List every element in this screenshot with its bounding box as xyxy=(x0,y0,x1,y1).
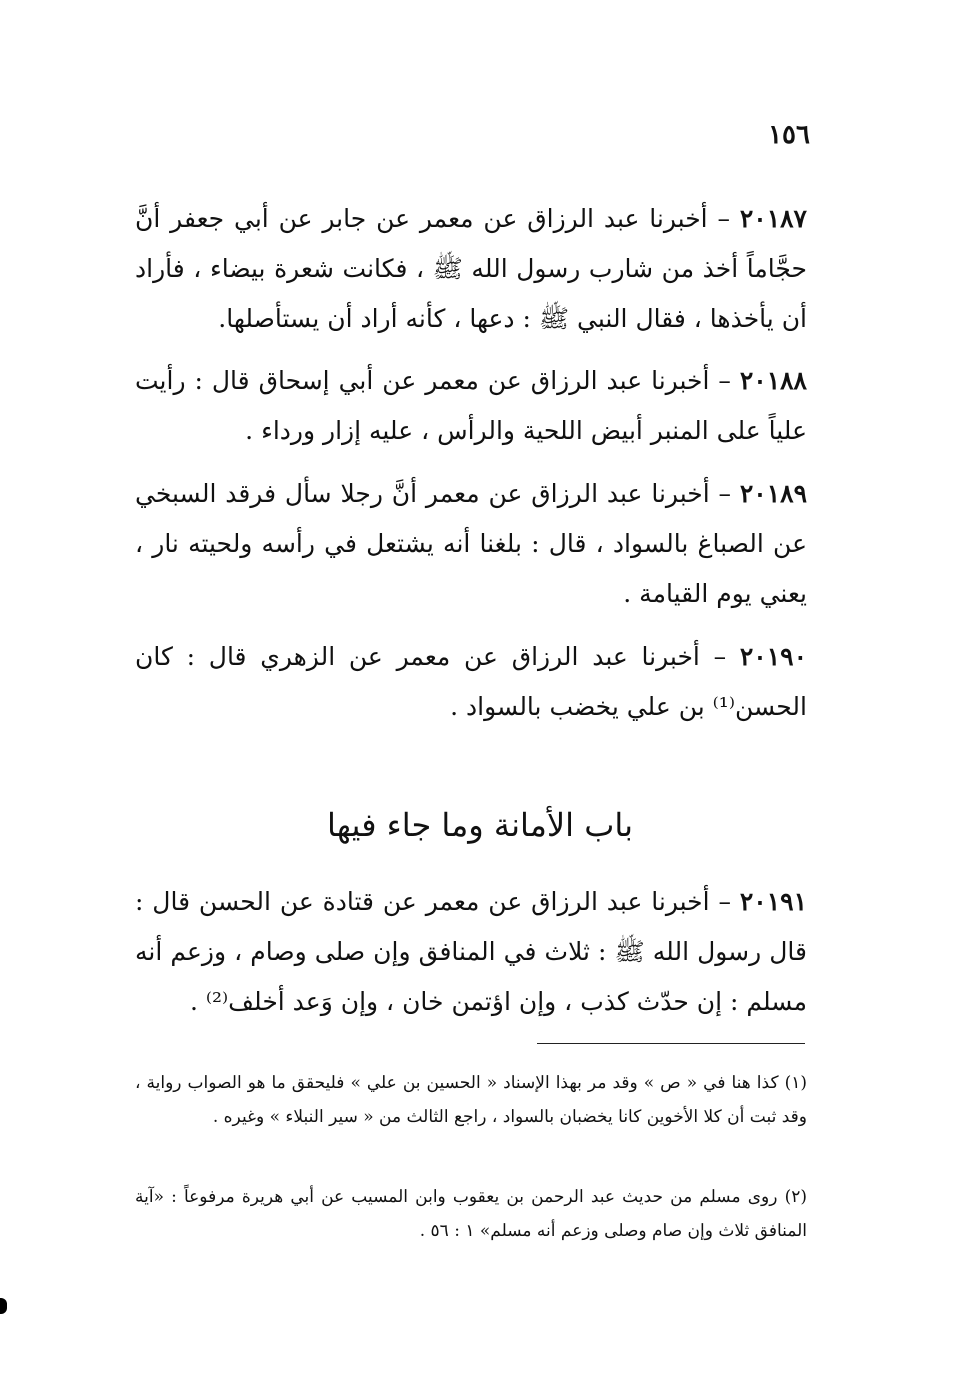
footnote-text: روى مسلم من حديث عبد الرحمن بن يعقوب وابن المسيب عن أبي هريرة مرفوعاً : «آية المنافق ثلاث وإن صام وصلى وزعم أنه مسلم» ١ : ٥٦ . xyxy=(135,1187,807,1241)
page-number: ١٥٦ xyxy=(768,120,810,150)
footnote-marker: (٢) xyxy=(784,1187,807,1207)
hadith-separator: – xyxy=(718,479,731,508)
hadith-number: ٢٠١٨٧ xyxy=(739,204,807,233)
hadith-number: ٢٠١٩٠ xyxy=(739,642,807,671)
hadith-20191 xyxy=(135,877,807,1027)
hadith-20187 xyxy=(135,194,807,344)
hadith-text: أخبرنا عبد الرزاق عن معمر عن قتادة عن الحسن قال : قال رسول الله ﷺ : ثلاث في المنافق وإن صلى وصام ، وزعم أنه مسلم : إن حدّث كذب ، وإن اؤتمن خان ، وإن وَعد أخلف⁽²⁾ . xyxy=(135,887,807,1016)
footnote-2 xyxy=(135,1180,807,1248)
hadith-text: أخبرنا عبد الرزاق عن معمر أنَّ رجلا سأل فرقد السبخي عن الصباغ بالسواد ، قال : بلغنا أنه يشتعل في رأسه ولحيته نار ، يعني يوم القيامة . xyxy=(135,479,807,608)
hadith-separator: – xyxy=(717,204,730,233)
footnote-1 xyxy=(135,1066,807,1134)
hadith-text: أخبرنا عبد الرزاق عن معمر عن جابر عن أبي جعفر أنَّ حجَّاماً أخذ من شارب رسول الله ﷺ ، فكانت شعرة بيضاء ، فأراد أن يأخذها ، فقال النبي ﷺ : دعها ، كأنه أراد أن يستأصلها. xyxy=(135,204,807,333)
hadith-separator: – xyxy=(718,366,731,395)
hadith-number: ٢٠١٨٩ xyxy=(739,479,807,508)
hadith-number: ٢٠١٨٨ xyxy=(739,366,807,395)
footnote-divider xyxy=(537,1043,805,1044)
hadith-text: أخبرنا عبد الرزاق عن معمر عن أبي إسحاق قال : رأيت علياً على المنبر أبيض اللحية والرأس ، عليه إزار ورداء . xyxy=(135,366,807,445)
hadith-number: ٢٠١٩١ xyxy=(739,887,807,916)
scan-edge-mark xyxy=(0,1298,7,1314)
footnote-marker: (١) xyxy=(784,1073,807,1093)
hadith-separator: – xyxy=(718,887,731,916)
footnote-text: كذا هنا في « ص » وقد مر بهذا الإسناد « الحسين بن علي » فليحقق ما هو الصواب رواية ، وقد ثبت أن كلا الأخوين كانا يخضبان بالسواد ، راجع الثالث من « سير النبلاء » وغيره . xyxy=(135,1073,807,1127)
hadith-separator: – xyxy=(713,642,727,671)
hadith-text: أخبرنا عبد الرزاق عن معمر عن الزهري قال : كان الحسن⁽¹⁾ بن علي يخضب بالسواد . xyxy=(135,642,807,721)
hadith-20189 xyxy=(135,469,807,619)
chapter-heading: باب الأمانة وما جاء فيها xyxy=(327,806,633,844)
hadith-20190 xyxy=(135,632,807,732)
hadith-20188 xyxy=(135,356,807,456)
